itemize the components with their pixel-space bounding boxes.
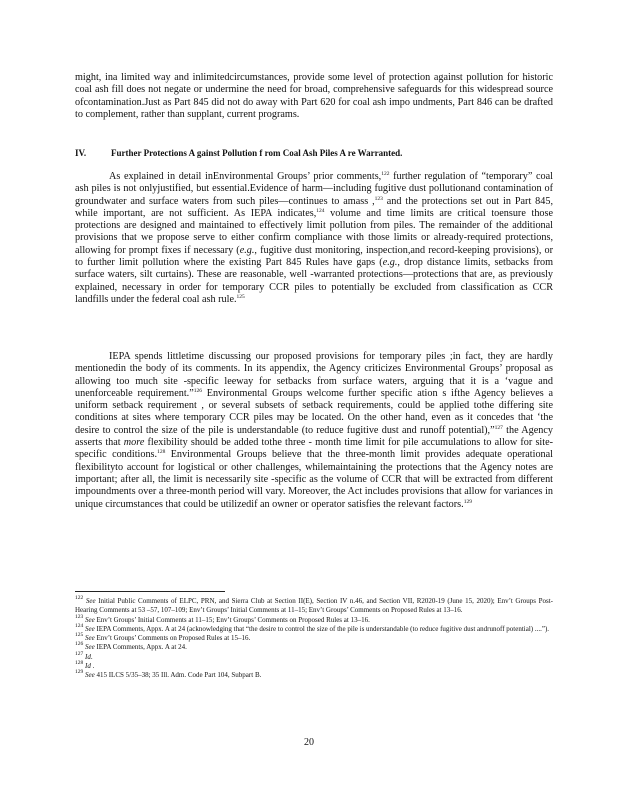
footnote-signal: See — [85, 671, 95, 680]
text-run: , drop distance limits, setbacks from surface waters, silt curtains). These are reasonable, well -warranted protections—protections that are, as previously explained, necessary in order for temporary CCR piles to potentially be excluded from classification as CCR landfills under the federal coal ash rule. — [75, 257, 554, 305]
footnote-number: 129 — [75, 669, 84, 676]
footnote-ref[interactable]: 127 — [494, 424, 503, 431]
footnote-number: 124 — [75, 622, 84, 629]
footnote-ref[interactable]: 129 — [463, 498, 472, 505]
footnote-text: . — [90, 652, 93, 661]
text-run: Environmental Groups believe that the three-month limit provides adequate operational flexibilityto account for logistical or other challenges, whilemaintaining the protections that the Agency notes are important; after all, the limit is necessarily site -specific as the volume of CCR that will be extracted from different impoundments over a three-month period will vary. Moreover, the Act includes provisions that allow for variances in unique circumstances that could be utilizedif an owner or operator satisfies the relevant factors. — [75, 449, 553, 510]
footnote-divider — [75, 591, 225, 592]
footnote-number: 127 — [75, 650, 84, 657]
section-title: Further Protections A gainst Pollution f rom Coal Ash Piles A re Warranted. — [111, 148, 403, 158]
paragraph-temporary-piles — [75, 171, 553, 306]
footnote-text: IEPA Comments, Appx. A at 24. — [94, 643, 187, 652]
text-run: volume and time limits are critical toensure those protections are designed and maintained to effectively limit pollution from piles. The remainder of the additional provisions that we propose serve to either confirm compliance with those limits or already-required protections, allowing for prompt fixes if necessary ( — [75, 207, 553, 256]
footnote-signal: See — [85, 634, 95, 643]
footnote-text: Env’t Groups’ Comments on Proposed Rules at 15–16. — [94, 634, 251, 643]
footnote-number: 122 — [75, 595, 84, 601]
footnote — [75, 622, 553, 634]
paragraph-text: might, ina limited way and inlimitedcircumstances, provide some level of protection against pollution for historic coal ash fill does not negate or undermine the need for broad, comprehensive safeguards for this widespread source ofcontamination.Just as Part 845 did not do away with Part 620 for coal ash impo undments, Part 846 can be drafted to complement, rather than supplant, current programs. — [75, 72, 553, 120]
paragraph-iepa-response — [75, 351, 553, 511]
footnote-ref[interactable]: 128 — [157, 449, 166, 456]
footnote-number: 128 — [75, 660, 84, 667]
section-number: IV. — [75, 148, 87, 158]
footnote — [75, 671, 553, 680]
text-run: , fugitive dust monitoring, inspection,and record-keeping provisions), or to further limit pollution where the existing Part 845 Rules have gaps ( — [75, 244, 553, 269]
section-heading — [75, 147, 553, 159]
footnote-text: . — [90, 662, 95, 671]
footnote-text: IEPA Comments, Appx. A at 24 (acknowledging that “the desire to control the size of the pile is understandable (to reduce fugitive dust andrunoff potential) ....”). — [94, 624, 550, 633]
footnote-text: 415 ILCS 5/35–38; 35 Ill. Adm. Code Part 104, Subpart B. — [94, 671, 262, 680]
footnote-signal: Id — [85, 662, 91, 671]
footnote-ref[interactable]: 126 — [193, 387, 202, 394]
continuation-paragraph — [75, 72, 553, 121]
italic-eg: e.g. — [239, 244, 255, 256]
text-run: flexibility should be added tothe three - month time limit for pile accumulations to allow for site-specific conditions. — [75, 437, 553, 461]
italic-eg: e.g. — [382, 257, 398, 269]
footnote — [75, 613, 553, 625]
footnote — [75, 597, 553, 616]
text-run: further regulation of “temporary” coal ash piles is not onlyjustified, but essential.Evidence of harm—including fugitive dust pollutionand contamination of groundwater and surface waters from such piles—continues to amass , — [75, 171, 553, 207]
text-run: and the protections set out in Part 845, while important, are not sufficient. As IEPA indicates, — [75, 195, 554, 219]
footnote-number: 126 — [75, 641, 84, 648]
footnote-signal: See — [85, 643, 95, 652]
footnote-signal: Id — [85, 652, 91, 661]
footnotes — [75, 597, 553, 681]
footnote — [75, 662, 553, 671]
footnote — [75, 643, 553, 652]
footnote-ref[interactable]: 122 — [381, 171, 390, 177]
footnote-text: Env’t Groups’ Initial Comments at 11–15; Env’t Groups’ Comments on Proposed Rules at 13–16. — [94, 615, 370, 624]
footnote-signal: See — [85, 615, 95, 624]
italic-more: more — [123, 437, 145, 449]
footnote-ref[interactable]: 125 — [236, 293, 245, 300]
text-run: As explained in detail inEnvironmental Groups’ prior comments, — [109, 171, 382, 182]
page-number: 20 — [304, 737, 314, 748]
text-run: IEPA spends littletime discussing our proposed provisions for temporary piles ;in fact, they are hardly mentionedin the body of its comments. In its appendix, the Agency criticizes Environmental Groups’ proposal as allowing too much site -specific leeway for setbacks from surface waters, arguing that it is a ‘vague and unenforceable requirement.” — [75, 351, 553, 399]
footnote-signal: See — [85, 597, 96, 605]
footnote-number: 125 — [75, 632, 84, 639]
footnote — [75, 650, 553, 662]
footnote-signal: See — [85, 624, 95, 633]
footnote-number: 123 — [75, 613, 84, 620]
text-run: Environmental Groups welcome further specific ation s ifthe Agency believes a uniform setback requirement , or several subsets of setback requirements, could be applied tothe differing site conditions at sites where temporary CCR piles may be located. On the other hand, even as it concedes that ‘the desire to control the size of the pile is understandable (to reduce fugitive dust and runoff potential),” — [75, 387, 553, 436]
footnote-ref[interactable]: 123 — [374, 195, 383, 202]
text-run: the Agency asserts that — [75, 424, 553, 449]
footnote-text: Initial Public Comments of ELPC, PRN, and Sierra Club at Section II(E), Section IV n.46, and Section VII, R2020-19 (June 15, 2020); Env’t Groups Post- Hearing Comments at 53 –57, 107–109; Env’t Groups’ Initial Comments at 11–15; Env’t Groups’ Comments on Proposed Rules at 13–16. — [75, 597, 554, 615]
footnote-ref[interactable]: 124 — [316, 207, 325, 214]
